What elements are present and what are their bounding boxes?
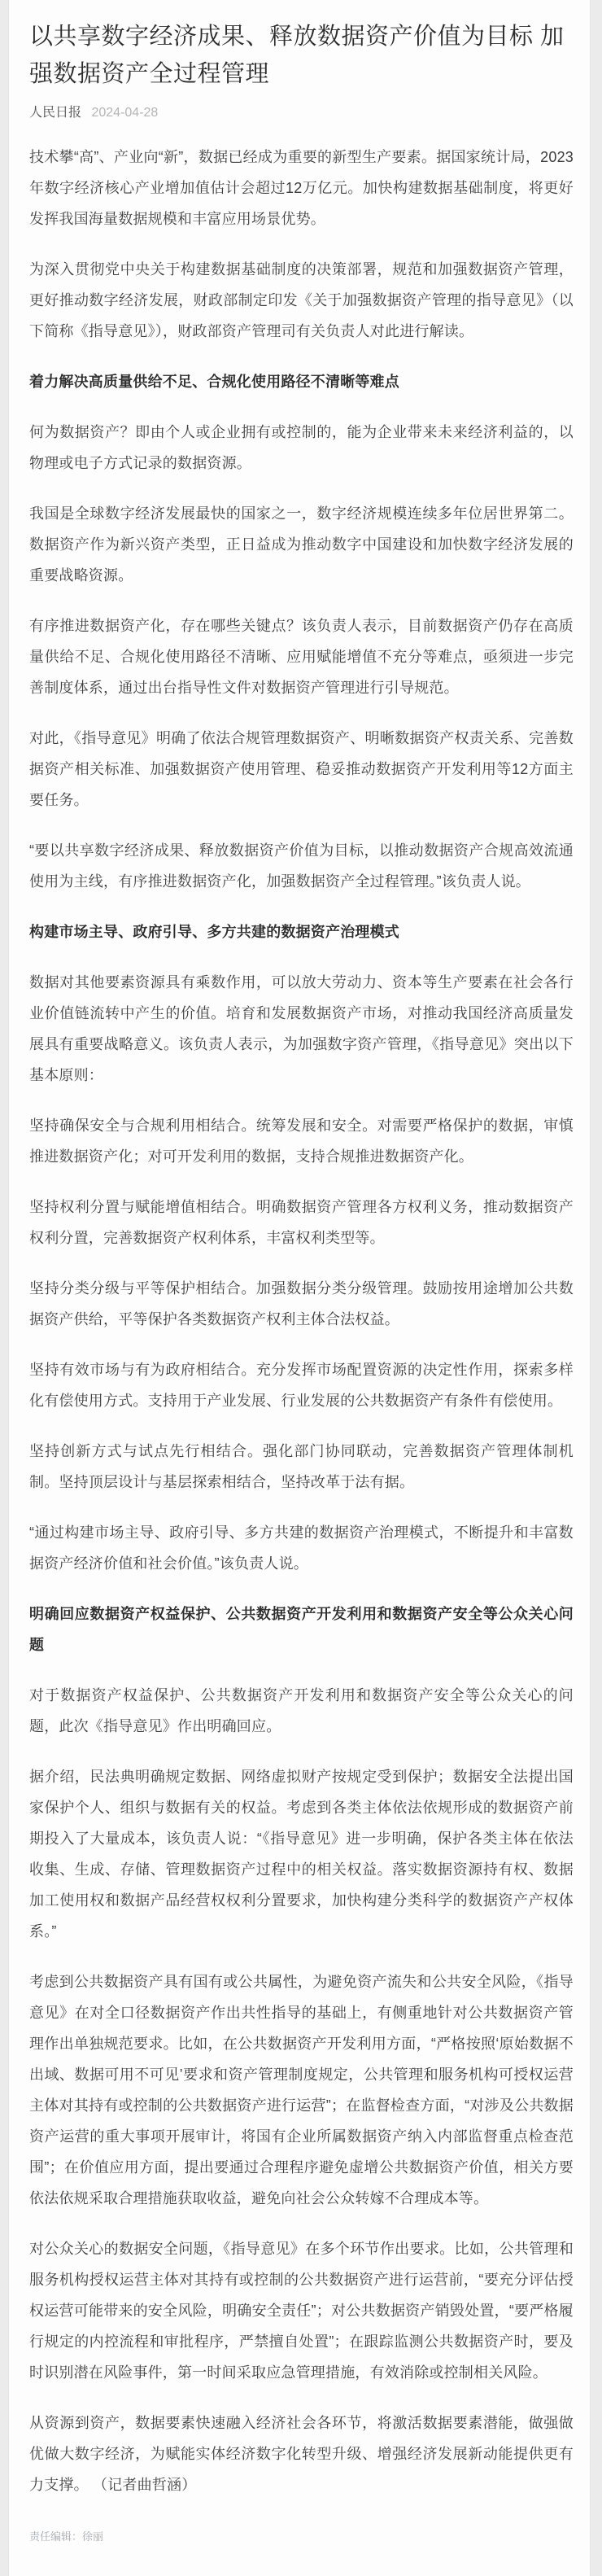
- article-paragraph: 技术攀“高”、产业向“新”，数据已经成为重要的新型生产要素。据国家统计局，2023年数字经济核心产业增加值估计会超过12万亿元。加快构建数据基础制度，将更好发挥我国海量数据规模和丰富应用场景优势。: [29, 149, 574, 227]
- article-paragraph: 为深入贯彻党中央关于构建数据基础制度的决策部署，规范和加强数据资产管理，更好推动数字经济发展，财政部制定印发《关于加强数据资产管理的指导意见》（以下简称《指导意见》），财政部资产管理司有关负责人对此进行解读。: [29, 261, 574, 339]
- article-paragraph: 坚持权利分置与赋能增值相结合。明确数据资产管理各方权利义务，推动数据资产权利分置，完善数据资产权利体系，丰富权利类型等。: [29, 1199, 574, 1246]
- article-paragraph: 对公众关心的数据安全问题，《指导意见》在多个环节作出要求。比如，公共管理和服务机构授权运营主体对其持有或控制的公共数据资产进行运营前，“要充分评估授权运营可能带来的安全风险，明确安全责任”；对公共数据资产销毁处置，“要严格履行规定的内控流程和审批程序，严禁擅自处置”；在跟踪监测公共数据资产时，要及时识别潜在风险事件，第一时间采取应急管理措施，有效消除或控制相关风险。: [29, 2241, 574, 2381]
- article-paragraph: “通过构建市场主导、政府引导、多方共建的数据资产治理模式，不断提升和丰富数据资产经济价值和社会价值。”该负责人说。: [29, 1524, 574, 1572]
- article-paragraph: 坚持确保安全与合规利用相结合。统筹发展和安全。对需要严格保护的数据，审慎推进数据资产化；对可开发利用的数据，支持合规推进数据资产化。: [29, 1117, 574, 1165]
- article-paragraph: 坚持创新方式与试点先行相结合。强化部门协同联动，完善数据资产管理体制机制。坚持顶层设计与基层探索相结合，坚持改革于法有据。: [29, 1443, 574, 1490]
- article-paragraph: 据介绍，民法典明确规定数据、网络虚拟财产按规定受到保护；数据安全法提出国家保护个人、组织与数据有关的权益。考虑到各类主体依法依规形成的数据资产前期投入了大量成本，该负责人说：“《指导意见》进一步明确，保护各类主体在依法收集、生成、存储、管理数据资产过程中的相关权益。落实数据资源持有权、数据加工使用权和数据产品经营权权利分置要求，加快构建分类科学的数据资产产权体系。”: [29, 1769, 574, 1940]
- section-heading: 明确回应数据资产权益保护、公共数据资产开发利用和数据资产安全等公众关心问题: [29, 1606, 574, 1653]
- article-paragraph: 我国是全球数字经济发展最快的国家之一，数字经济规模连续多年位居世界第二。数据资产作为新兴资产类型，正日益成为推动数字中国建设和加快数字经济发展的重要战略资源。: [29, 505, 574, 584]
- article-card: [8, 0, 591, 2576]
- article-paragraph: 从资源到资产，数据要素快速融入经济社会各环节，将激活数据要素潜能，做强做优做大数字经济，为赋能实体经济数字化转型升级、增强经济发展新动能提供更有力支撑。 （记者曲哲涵）: [29, 2415, 574, 2493]
- article-paragraph: 坚持有效市场与有为政府相结合。充分发挥市场配置资源的决定性作用，探索多样化有偿使用方式。支持用于产业发展、行业发展的公共数据资产有条件有偿使用。: [29, 1362, 574, 1409]
- article-paragraph: 考虑到公共数据资产具有国有或公共属性，为避免资产流失和公共安全风险，《指导意见》在对全口径数据资产作出共性指导的基础上，有侧重地针对公共数据资产管理作出单独规范要求。比如，在公共数据资产开发利用方面，“严格按照‘原始数据不出域、数据可用不可见’要求和资产管理制度规定，公共管理和服务机构可授权运营主体对其持有或控制的公共数据资产进行运营”；在监督检查方面，“对涉及公共数据资产运营的重大事项开展审计，将国有企业所属数据资产纳入内部监督重点检查范围”；在价值应用方面，提出要通过合理程序避免虚增公共数据资产价值，相关方要依法依规采取合理措施获取收益，避免向社会公众转嫁不合理成本等。: [29, 1974, 574, 2206]
- article-source: 人民日报: [29, 106, 82, 120]
- article-paragraph: “要以共享数字经济成果、释放数据资产价值为目标，以推动数据资产合规高效流通使用为主线，有序推进数据资产化，加强数据资产全过程管理。”该负责人说。: [29, 842, 574, 890]
- article-paragraph: 对于数据资产权益保护、公共数据资产开发利用和数据资产安全等公众关心的问题，此次《指导意见》作出明确回应。: [29, 1687, 574, 1734]
- page-title: 以共享数字经济成果、释放数据资产价值为目标 加强数据资产全过程管理: [29, 24, 565, 87]
- article-footer: [29, 2528, 574, 2543]
- byline: [29, 104, 574, 122]
- article-paragraph: 对此，《指导意见》明确了依法合规管理数据资产、明晰数据资产权责关系、完善数据资产相关标准、加强数据资产使用管理、稳妥推动数据资产开发利用等12方面主要任务。: [29, 730, 574, 808]
- article-paragraph: 何为数据资产？即由个人或企业拥有或控制的，能为企业带来未来经济利益的，以物理或电子方式记录的数据资源。: [29, 424, 574, 471]
- section-heading: 构建市场主导、政府引导、多方共建的数据资产治理模式: [29, 924, 399, 940]
- editor-label: 责任编辑：: [29, 2530, 83, 2543]
- section-heading: 着力解决高质量供给不足、合规化使用路径不清晰等难点: [29, 374, 399, 390]
- article-date: 2024-04-28: [91, 106, 159, 120]
- article-body: [29, 142, 574, 2500]
- editor-name: 徐丽: [82, 2530, 104, 2543]
- article-paragraph: 有序推进数据资产化，存在哪些关键点？该负责人表示，目前数据资产仍存在高质量供给不足、合规化使用路径不清晰、应用赋能增值不充分等难点，亟须进一步完善制度体系，通过出台指导性文件对数据资产管理进行引导规范。: [29, 618, 574, 696]
- article-paragraph: 坚持分类分级与平等保护相结合。加强数据分类分级管理。鼓励按用途增加公共数据资产供给，平等保护各类数据资产权利主体合法权益。: [29, 1280, 574, 1327]
- article-paragraph: 数据对其他要素资源具有乘数作用，可以放大劳动力、资本等生产要素在社会各行业价值链流转中产生的价值。培育和发展数据资产市场，对推动我国经济高质量发展具有重要战略意义。该负责人表示，为加强数字资产管理，《指导意见》突出以下基本原则：: [29, 974, 574, 1083]
